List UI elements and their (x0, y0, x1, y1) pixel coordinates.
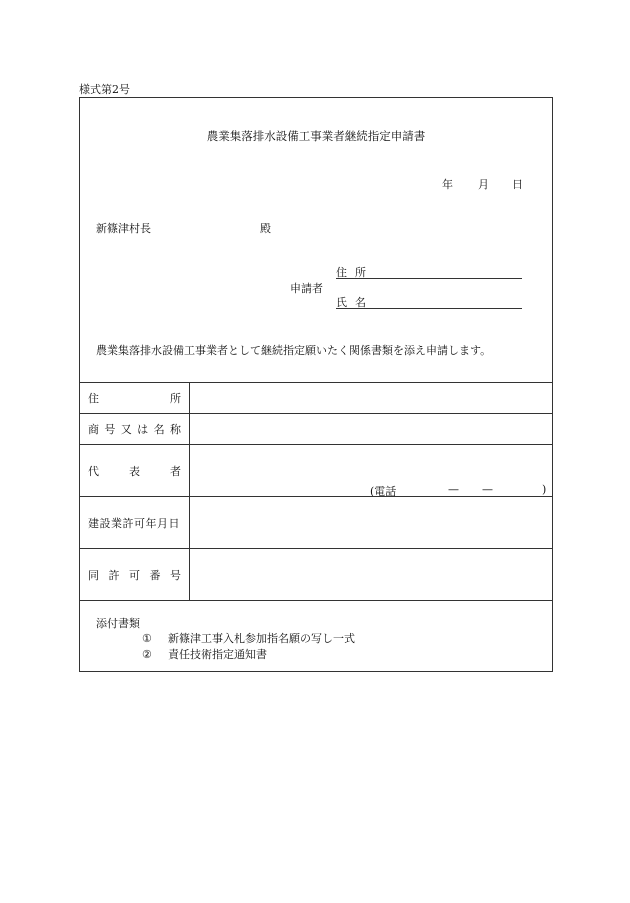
label-char: 所 (170, 392, 181, 405)
application-form (79, 97, 553, 672)
date-month-label: 月 (478, 178, 489, 191)
row-label-text (88, 463, 181, 479)
table-row-address[interactable] (80, 382, 552, 413)
recipient: 新篠津村長 (96, 222, 151, 235)
row-label-license-date (80, 497, 190, 548)
label-char: 番 (149, 568, 161, 582)
label-char: 者 (170, 464, 181, 478)
attachment-text: 責任技術指定通知書 (168, 648, 267, 661)
label-char: 同 (88, 568, 99, 582)
form-title: 農業集落排水設備工事業者継続指定申請書 (206, 129, 426, 143)
attachment-text: 新篠津工事入札参加指名願の写し一式 (168, 632, 355, 645)
attachment-number: ② (142, 648, 152, 661)
date-year-label: 年 (442, 178, 453, 191)
table-row-trade-name[interactable] (80, 413, 552, 444)
phone-close: ) (542, 483, 547, 496)
attachments-section (80, 600, 552, 671)
label-char: 名 (153, 423, 165, 436)
row-label-text: 建設業許可年月日 (88, 516, 180, 530)
row-label-address (80, 383, 190, 413)
label-char: 住 (88, 392, 99, 405)
application-statement: 農業集落排水設備工事業者として継続指定願いたく関係書類を添え申請します。 (96, 344, 492, 357)
applicant-label: 申請者 (290, 282, 323, 295)
attachment-item (142, 646, 267, 662)
label-char: 表 (129, 464, 140, 478)
attachment-number: ① (142, 632, 152, 645)
label-char: は (137, 423, 149, 436)
phone-open: (電話 (370, 485, 397, 498)
row-label-text (88, 390, 181, 406)
honorific: 殿 (260, 222, 271, 235)
row-label-trade-name (80, 414, 190, 444)
label-char: 許 (108, 568, 120, 582)
table-row-representative[interactable] (80, 444, 552, 496)
attachments-title: 添付書類 (96, 617, 140, 630)
label-char: 号 (104, 423, 116, 436)
label-char: 代 (88, 464, 99, 478)
row-label-text (88, 421, 181, 437)
applicant-name-label: 氏名 (336, 296, 374, 309)
date-day-label: 日 (512, 178, 523, 191)
label-char: 称 (169, 423, 181, 436)
table-row-license-date[interactable] (80, 496, 552, 548)
applicant-address-field[interactable] (336, 264, 522, 279)
table-row-license-number[interactable] (80, 548, 552, 600)
label-char: 又 (120, 423, 132, 436)
row-label-representative (80, 445, 190, 496)
attachment-item (142, 630, 355, 646)
applicant-name-field[interactable] (336, 294, 522, 309)
label-char: 商 (88, 423, 99, 436)
phone-dash-1: — (448, 483, 459, 496)
form-number: 様式第2号 (79, 83, 130, 96)
row-label-text (88, 567, 181, 583)
applicant-address-label: 住所 (336, 266, 374, 279)
row-label-license-number (80, 549, 190, 600)
phone-dash-2: — (482, 483, 493, 496)
label-char: 号 (170, 568, 181, 582)
label-char: 可 (129, 568, 140, 582)
